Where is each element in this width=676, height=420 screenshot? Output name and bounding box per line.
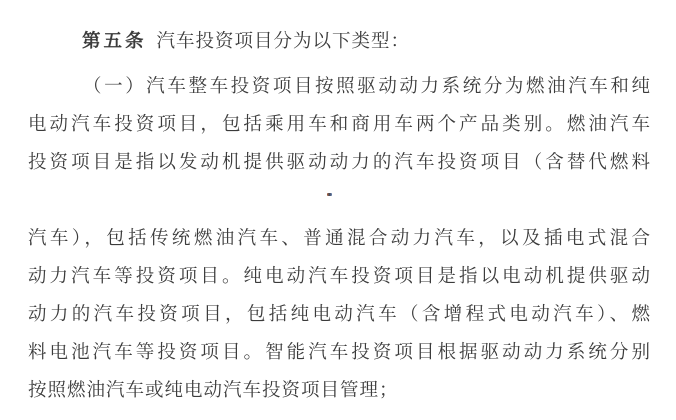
text-line: 料电池汽车等投资项目。智能汽车投资项目根据驱动动力系统分别 [28, 343, 651, 363]
article-number: 第五条 [82, 32, 147, 52]
page-break-gap [0, 182, 676, 220]
text-line: 汽车），包括传统燃油汽车、普通混合动力汽车，以及插电式混合 [28, 229, 651, 249]
article-intro: 汽车投资项目分为以下类型： [156, 32, 411, 52]
ink-speck [327, 193, 332, 196]
text-line: 按照燃油汽车或纯电动汽车投资项目管理； [28, 381, 399, 401]
text-line: 动力汽车等投资项目。纯电动汽车投资项目是指以电动机提供驱动 [28, 267, 651, 287]
text-line: （一）汽车整车投资项目按照驱动动力系统分为燃油汽车和纯 [83, 77, 651, 97]
text-line: 投资项目是指以发动机提供驱动动力的汽车投资项目（含替代燃料 [28, 153, 651, 173]
text-line: 电动汽车投资项目，包括乘用车和商用车两个产品类别。燃油汽车 [28, 115, 651, 135]
article-heading [0, 23, 676, 61]
text-line: 动力的汽车投资项目，包括纯电动汽车（含增程式电动汽车）、燃 [28, 305, 651, 325]
